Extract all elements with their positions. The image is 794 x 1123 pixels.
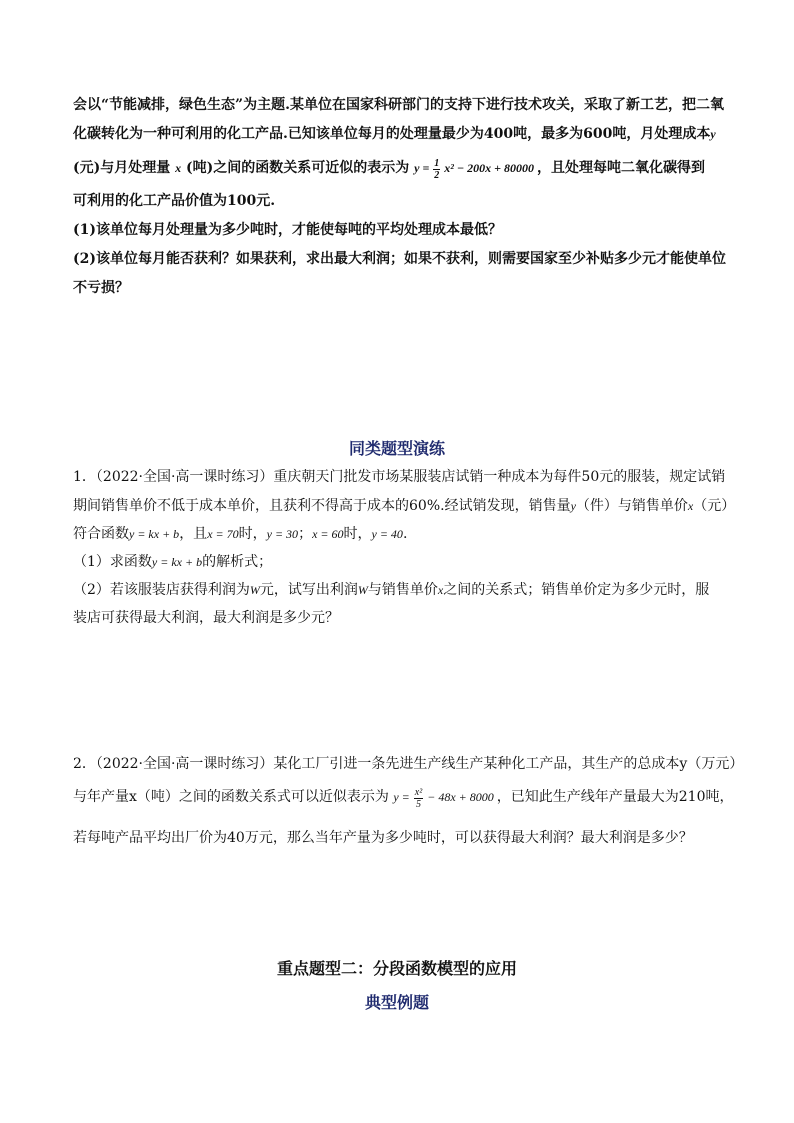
var-y: y xyxy=(570,499,576,513)
exercise-1-question-2-b: 装店可获得最大利润，最大利润是多少元？ xyxy=(73,610,339,626)
var-w: W xyxy=(249,583,260,597)
total-cost-formula-denominator: 5 xyxy=(416,798,422,810)
total-cost-formula-fraction xyxy=(414,787,423,810)
exercise-1-line-2 xyxy=(73,497,735,515)
exercise-1-line-2-text-a: 期间销售单价不低于成本单价，且获利不得高于成本的60%.经试销发现，销售量 xyxy=(73,498,571,514)
exercise-1-q2-text-d: 之间的关系式；销售单价定为多少元时，服 xyxy=(443,582,710,598)
cost-formula-fraction xyxy=(433,158,440,181)
exercise-2-line-2 xyxy=(73,785,734,810)
problem-line-2-text: 化碳转化为一种可利用的化工产品.已知该单位每月的处理量最少为400吨，最多为600吨，月处理成本 xyxy=(73,126,711,142)
problem-line-3-text-b: (吨)之间的函数关系可近似的表示为 xyxy=(186,160,410,176)
exercise-2-line-3: 若每吨产品平均出厂价为40万元，那么当年产量为多少吨时，可以获得最大利润？最大利润是多少？ xyxy=(73,830,693,846)
problem-line-3-text-a: (元)与月处理量 xyxy=(73,160,171,176)
exercise-2-line-1: 2．（2022·全国·高一课时练习）某化工厂引进一条先进生产线生产某种化工产品，其生产的总成本y（万元） xyxy=(73,756,744,772)
exercise-1-line-3-text-c: 时， xyxy=(238,526,267,542)
exercise-1-line-1: 1．（2022·全国·高一课时练习）重庆朝天门批发市场某服装店试销一种成本为每件50元的服装，规定试销 xyxy=(73,469,726,485)
total-cost-formula-lhs: y = xyxy=(393,790,410,804)
exercise-1-question-1 xyxy=(73,553,272,571)
exercise-2-line-2-text-b: ，已知此生产线年产量最大为210吨， xyxy=(496,789,734,805)
exercise-1-line-3 xyxy=(73,525,407,543)
cost-formula xyxy=(414,157,537,181)
problem-line-1: 会以“节能减排，绿色生态”为主题.某单位在国家科研部门的支持下进行技术攻关，采取了新工艺，把二氧 xyxy=(73,97,724,113)
exercise-1-q1-text-b: 的解析式； xyxy=(202,554,273,570)
condition-x-70: x = 70 xyxy=(207,527,239,541)
linear-function: y = kx + b xyxy=(129,527,180,541)
exercise-1-line-3-text-e: 时， xyxy=(343,526,372,542)
problem-line-4: 可利用的化工产品价值为100元. xyxy=(73,193,276,209)
exercise-1-q2-text-c: 与销售单价 xyxy=(367,582,438,598)
var-x: x xyxy=(437,583,444,597)
problem-question-2-b: 不亏损？ xyxy=(73,280,129,296)
cost-formula-lhs: y = xyxy=(414,161,430,175)
exercise-1-line-3-text-b: ，且 xyxy=(179,526,208,542)
exercise-1-line-2-text-b: （件）与销售单价 xyxy=(575,498,688,514)
problem-line-3-text-c: ，且处理每吨二氧化碳得到 xyxy=(537,160,706,176)
cost-formula-denominator: 2 xyxy=(434,169,440,181)
exercise-1-line-3-text-f: . xyxy=(402,526,408,542)
linear-function: y = kx + b xyxy=(151,555,203,569)
condition-y-30: y = 30 xyxy=(266,527,299,541)
problem-line-3 xyxy=(73,157,705,181)
var-x: x xyxy=(175,161,182,175)
exercise-1-line-3-text-a: 符合函数 xyxy=(73,526,129,542)
exercise-1-line-2-text-c: （元） xyxy=(693,498,736,514)
cost-formula-rest: x² − 200x + 80000 xyxy=(444,161,535,175)
condition-x-60: x = 60 xyxy=(312,527,344,541)
condition-y-40: y = 40 xyxy=(371,527,403,541)
exercise-1-q1-text-a: （1）求函数 xyxy=(73,554,152,570)
var-x: x xyxy=(687,499,694,513)
section-subtitle-examples: 典型例题 xyxy=(364,993,429,1012)
section-title-practice: 同类题型演练 xyxy=(348,439,445,458)
exercise-1-question-2-a xyxy=(73,581,709,599)
cost-formula-numerator: 1 xyxy=(434,157,440,169)
problem-question-1: (1)该单位每月处理量为多少吨时，才能使每吨的平均处理成本最低？ xyxy=(73,222,502,238)
exercise-1-q2-text-b: 元，试写出利润 xyxy=(259,582,358,598)
total-cost-formula-rest: − 48x + 8000 xyxy=(427,790,494,804)
exercise-1-line-3-text-d: ； xyxy=(298,526,313,542)
total-cost-formula xyxy=(393,786,496,810)
section-title-piecewise: 重点题型二：分段函数模型的应用 xyxy=(276,959,517,978)
exercise-1-q2-text-a: （2）若该服装店获得利润为 xyxy=(73,582,250,598)
problem-question-2-a: (2)该单位每月能否获利？如果获利，求出最大利润；如果不获利，则需要国家至少补贴多少元才能使单位 xyxy=(73,251,726,267)
var-y: y xyxy=(710,127,716,141)
problem-line-2 xyxy=(73,125,716,143)
total-cost-formula-numerator: x² xyxy=(414,786,423,798)
exercise-2-line-2-text-a: 与年产量x（吨）之间的函数关系式可以近似表示为 xyxy=(73,789,389,805)
var-w: W xyxy=(357,583,368,597)
